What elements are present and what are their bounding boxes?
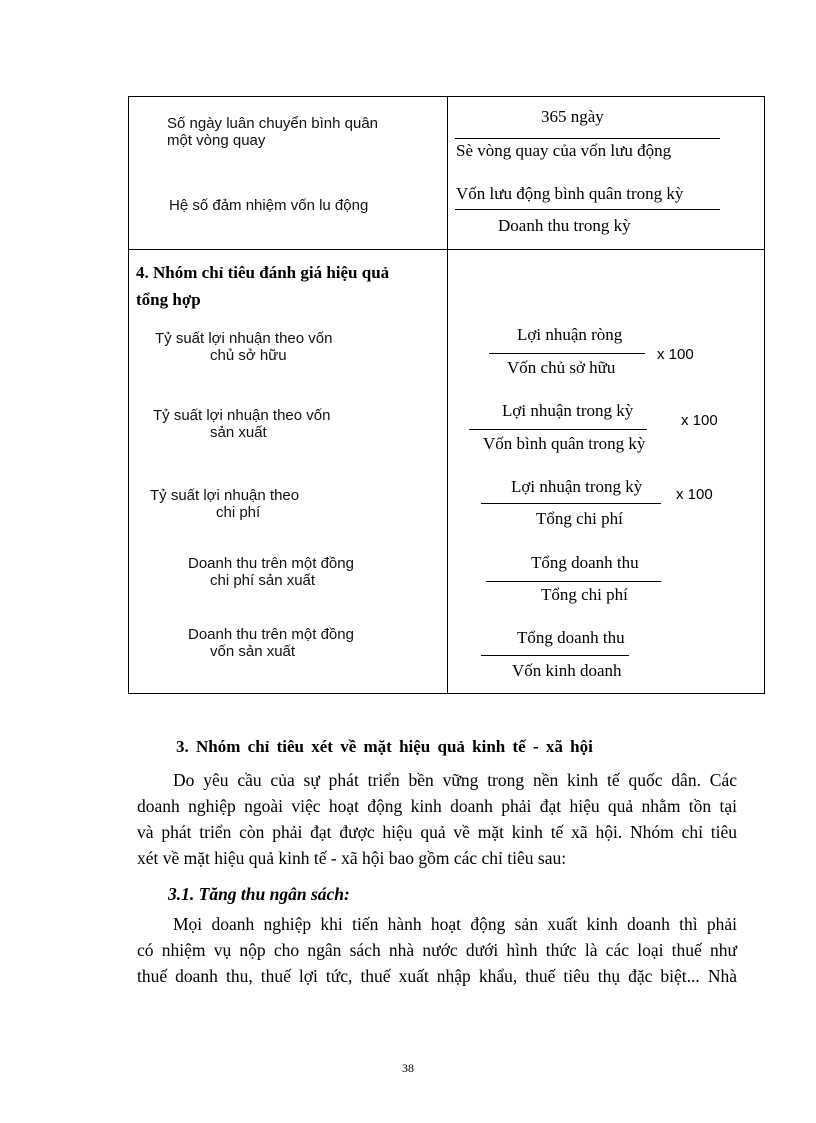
multiplier: x 100 [676,486,713,503]
group-heading: 4. Nhóm chỉ tiêu đánh giá hiệu quả tổng hợp [136,263,390,309]
section-heading: 3. Nhóm chỉ tiêu xét về mặt hiệu quả kinh tế - xã hội [176,737,593,756]
column-divider [447,97,448,693]
fraction-bar [481,655,629,656]
formula-denominator: Tổng chi phí [536,509,623,528]
label-ty-suat-chi-phi: Tỷ suất lợi nhuận theo chi phí [150,487,300,521]
indicator-table [128,96,765,694]
label-he-so-dam-nhiem: Hệ số đảm nhiệm vốn lu động [169,197,369,214]
formula-denominator: Tổng chi phí [541,585,628,604]
formula-denominator: Vốn chủ sở hữu [507,358,616,377]
formula-numerator: Lợi nhuận trong kỳ [502,401,634,420]
subheading-tang-thu-ngan-sach: 3.1. Tăng thu ngân sách: [168,884,350,904]
formula-denominator: Vốn bình quân trong kỳ [483,434,646,453]
paragraph-ngan-sach: Mọi doanh nghiệp khi tiến hành hoạt động sản xuất kinh doanh thì phải có nhiệm vụ nộp cho ngân sách nhà nước dưới hình thức là các loại thuế như thuế doanh thu, thuế lợi tức, thuế xuất nhập khẩu, thuế tiêu thụ đặc biệt... Nhà [137,914,737,986]
formula-numerator: Vốn lưu động bình quân trong kỳ [456,184,684,203]
fraction-bar [469,429,647,430]
multiplier: x 100 [681,412,718,429]
formula-numerator: Lợi nhuận ròng [517,325,623,344]
formula-denominator: Sè vòng quay của vốn lưu động [456,141,672,160]
label-doanh-thu-chi-phi: Doanh thu trên một đồng chi phí sản xuất [188,555,354,589]
fraction-bar [455,209,720,210]
fraction-bar [486,581,661,582]
formula-numerator: Tổng doanh thu [517,628,625,647]
label-ty-suat-von-san-xuat: Tỷ suất lợi nhuận theo vốn sản xuất [153,407,331,441]
formula-denominator: Doanh thu trong kỳ [498,216,631,235]
multiplier: x 100 [657,346,694,363]
label-ty-suat-von-chu-so-huu: Tỷ suất lợi nhuận theo vốn chủ sở hữu [155,330,333,364]
fraction-bar [489,353,645,354]
row-divider [129,249,764,250]
paragraph-intro: Do yêu cầu của sự phát triển bền vững trong nền kinh tế quốc dân. Các doanh nghiệp ngoài việc hoạt động kinh doanh phải đạt hiệu quả nhằm tồn tại và phát triển còn phải đạt được hiệu quả về mặt kinh tế xã hội. Nhóm chỉ tiêu xét về mặt hiệu quả kinh tế - xã hội bao gồm các chỉ tiêu sau: [137,770,737,868]
formula-numerator: Tổng doanh thu [531,553,639,572]
formula-denominator: Vốn kinh doanh [512,661,622,680]
label-doanh-thu-von: Doanh thu trên một đồng vốn sản xuất [188,626,354,660]
label-so-ngay-luan-chuyen: Số ngày luân chuyển bình quân một vòng quay [167,115,379,149]
fraction-bar [481,503,661,504]
fraction-bar [455,138,720,139]
page-number: 38 [402,1061,414,1075]
formula-numerator: Lợi nhuận trong kỳ [511,477,643,496]
formula-numerator: 365 ngày [541,107,604,126]
